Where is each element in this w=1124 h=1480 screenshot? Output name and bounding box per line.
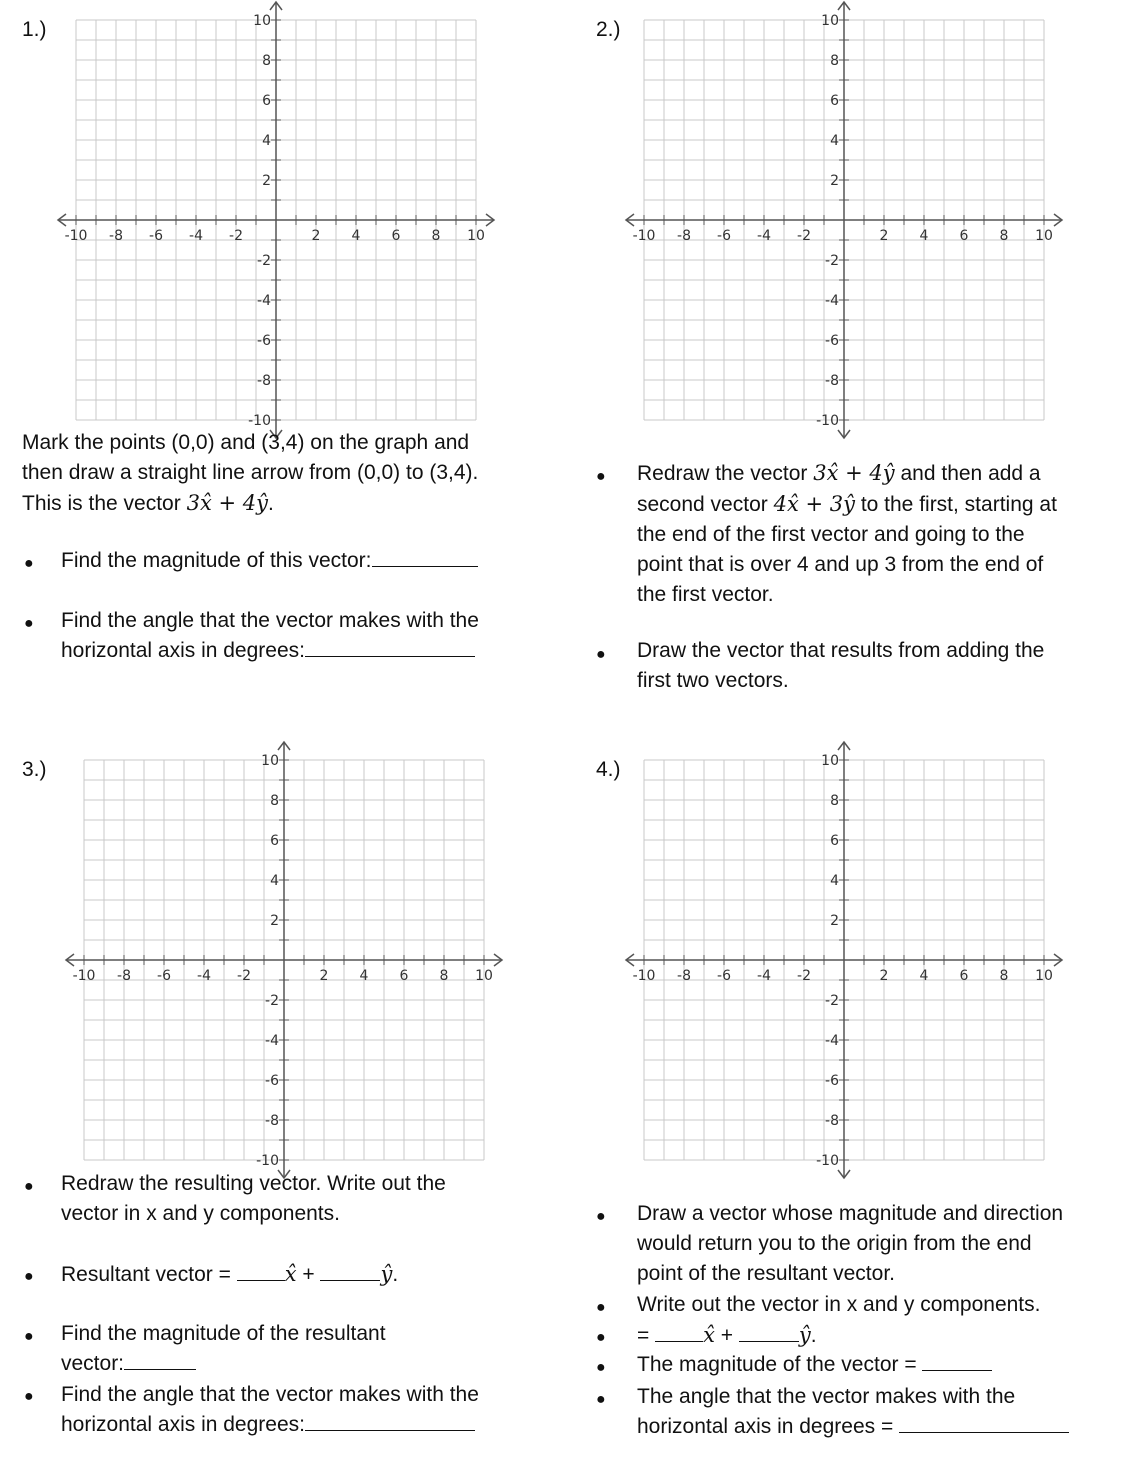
x-tick-label: 8 (999, 228, 1009, 244)
y-tick-label: 4 (830, 133, 839, 149)
y-tick-label: -6 (825, 1073, 839, 1089)
bullet-icon: ● (596, 468, 606, 485)
x-tick-label: -6 (149, 228, 163, 244)
x-tick-label: 2 (879, 968, 889, 984)
y-tick-label: 8 (830, 53, 839, 69)
x-tick-label: 10 (1035, 228, 1053, 244)
vector-expression: 3x̂ + 4ŷ (813, 461, 895, 485)
y-tick-label: 10 (821, 753, 839, 769)
problem-4-graph[interactable] (624, 740, 1084, 1185)
vector-expression: 3x̂ + 4ŷ (186, 491, 268, 515)
bullet-icon: ● (596, 1359, 606, 1376)
y-tick-label: 4 (830, 873, 839, 889)
problem-2-resultant: Draw the vector that results from adding the first two vectors. (637, 639, 1045, 692)
y-tick-label: -6 (825, 333, 839, 349)
y-tick-label: 6 (270, 833, 279, 849)
bullet-icon: ● (596, 646, 606, 663)
x-tick-label: 2 (311, 228, 321, 244)
axes (58, 2, 494, 438)
bullet-icon: ● (596, 1329, 606, 1346)
x-tick-label: -8 (677, 968, 691, 984)
problem-4-magnitude: The magnitude of the vector = (637, 1350, 992, 1380)
y-tick-label: -10 (816, 1153, 839, 1169)
x-tick-label: -10 (72, 968, 96, 984)
x-tick-label: 4 (919, 968, 929, 984)
bullet-icon: ● (24, 1388, 34, 1405)
problem-4-draw: Draw a vector whose magnitude and direction would return you to the origin from the end point of the resultant vector. (637, 1202, 1064, 1285)
problem-2-number: 2.) (596, 18, 621, 41)
problem-2-instruction: Redraw the vector 3x̂ + 4ŷ and then add a second vector 4x̂ + 3ŷ to the first, starting at the end of the first vector and going to the point that is over 4 and up 3 from the end of the first vector. (637, 461, 1057, 606)
x-tick-label: -4 (197, 968, 211, 984)
x-tick-label: -10 (632, 228, 656, 244)
y-tick-label: -10 (256, 1153, 279, 1169)
x-tick-label: -10 (64, 228, 88, 244)
bullet-icon: ● (596, 1391, 606, 1408)
answer-blank[interactable] (372, 548, 478, 567)
intro-line: This is the vector 3x̂ + 4ŷ. (22, 491, 274, 515)
problem-3-angle: Find the angle that the vector makes with the horizontal axis in degrees: (61, 1383, 479, 1436)
problem-4-equation: = x̂ + ŷ. (637, 1323, 817, 1347)
y-tick-label: 2 (270, 913, 279, 929)
x-tick-label: 8 (439, 968, 449, 984)
tick-labels (633, 13, 1053, 429)
x-tick-label: 4 (351, 228, 361, 244)
problem-4-components: Write out the vector in x and y components. (637, 1293, 1041, 1316)
problem-3-graph[interactable] (64, 740, 524, 1185)
y-tick-label: 8 (262, 53, 271, 69)
y-tick-label: -4 (265, 1033, 279, 1049)
y-tick-label: 10 (261, 753, 279, 769)
y-tick-label: 10 (253, 13, 271, 29)
tick-labels (73, 753, 493, 1169)
y-tick-label: 6 (830, 93, 839, 109)
x-tick-label: -6 (157, 968, 171, 984)
x-tick-label: 10 (467, 228, 485, 244)
y-tick-label: -8 (825, 373, 839, 389)
bullet-icon: ● (596, 1299, 606, 1316)
x-tick-label: 4 (359, 968, 369, 984)
x-tick-label: -2 (797, 228, 811, 244)
axes (626, 742, 1062, 1178)
y-tick-label: -6 (257, 333, 271, 349)
x-tick-label: 6 (399, 968, 409, 984)
x-tick-label: 10 (475, 968, 493, 984)
x-tick-label: 6 (391, 228, 401, 244)
x-tick-label: -2 (237, 968, 251, 984)
y-component-blank[interactable] (320, 1262, 380, 1281)
x-tick-label: -4 (757, 968, 771, 984)
x-tick-label: -6 (717, 228, 731, 244)
y-tick-label: 8 (270, 793, 279, 809)
bullet-icon: ● (24, 1328, 34, 1345)
problem-3-magnitude: Find the magnitude of the resultant vector: (61, 1322, 386, 1375)
y-tick-label: -2 (825, 993, 839, 1009)
x-tick-label: -6 (717, 968, 731, 984)
axes (626, 2, 1062, 438)
x-tick-label: 2 (879, 228, 889, 244)
bullet-icon: ● (24, 1268, 34, 1285)
answer-blank[interactable] (124, 1351, 196, 1370)
y-tick-label: -10 (816, 413, 839, 429)
y-tick-label: -6 (265, 1073, 279, 1089)
problem-1-magnitude: Find the magnitude of this vector: (61, 546, 478, 576)
y-tick-label: -8 (825, 1113, 839, 1129)
tick-labels (65, 13, 485, 429)
x-tick-label: 10 (1035, 968, 1053, 984)
x-tick-label: -8 (117, 968, 131, 984)
x-tick-label: 6 (959, 228, 969, 244)
problem-1-number: 1.) (22, 18, 47, 41)
answer-blank[interactable] (305, 638, 475, 657)
problem-4-number: 4.) (596, 758, 621, 781)
x-tick-label: 8 (999, 968, 1009, 984)
x-component-blank[interactable] (237, 1262, 285, 1281)
problem-1-intro (22, 428, 478, 519)
y-tick-label: 4 (270, 873, 279, 889)
problem-3-redraw: Redraw the resulting vector. Write out the vector in x and y components. (61, 1172, 446, 1225)
y-tick-label: -8 (257, 373, 271, 389)
x-tick-label: -8 (109, 228, 123, 244)
y-tick-label: 10 (821, 13, 839, 29)
y-tick-label: -4 (257, 293, 271, 309)
problem-2-graph[interactable] (624, 0, 1084, 445)
axes (66, 742, 502, 1178)
y-tick-label: -2 (265, 993, 279, 1009)
tick-labels (633, 753, 1053, 1169)
y-tick-label: 8 (830, 793, 839, 809)
y-tick-label: -2 (257, 253, 271, 269)
y-tick-label: 4 (262, 133, 271, 149)
bullet-icon: ● (596, 1208, 606, 1225)
x-tick-label: -2 (797, 968, 811, 984)
answer-blank[interactable] (899, 1414, 1069, 1433)
y-tick-label: 2 (830, 913, 839, 929)
x-component-blank[interactable] (655, 1323, 703, 1342)
answer-blank[interactable] (922, 1352, 992, 1371)
y-tick-label: 2 (262, 173, 271, 189)
answer-blank[interactable] (305, 1412, 475, 1431)
x-tick-label: -2 (229, 228, 243, 244)
problem-3-number: 3.) (22, 758, 47, 781)
x-tick-label: 8 (431, 228, 441, 244)
y-tick-label: -8 (265, 1113, 279, 1129)
x-tick-label: -4 (757, 228, 771, 244)
bullet-icon: ● (24, 1178, 34, 1195)
y-tick-label: -10 (248, 413, 271, 429)
y-tick-label: 2 (830, 173, 839, 189)
problem-3-resultant: Resultant vector = x̂ + ŷ. (61, 1262, 399, 1286)
problem-1-graph[interactable] (56, 0, 516, 445)
bullet-icon: ● (24, 615, 34, 632)
y-tick-label: 6 (262, 93, 271, 109)
y-tick-label: -4 (825, 293, 839, 309)
y-tick-label: -2 (825, 253, 839, 269)
problem-1-angle: Find the angle that the vector makes with the horizontal axis in degrees: (61, 609, 479, 662)
x-tick-label: -8 (677, 228, 691, 244)
y-component-blank[interactable] (739, 1323, 799, 1342)
bullet-icon: ● (24, 555, 34, 572)
problem-4-angle: The angle that the vector makes with the horizontal axis in degrees = (637, 1382, 1069, 1442)
y-tick-label: 6 (830, 833, 839, 849)
vector-expression: 4x̂ + 3ŷ (773, 492, 855, 516)
x-tick-label: 4 (919, 228, 929, 244)
intro-line: then draw a straight line arrow from (0,0) to (3,4). (22, 461, 479, 484)
x-tick-label: -4 (189, 228, 203, 244)
x-tick-label: 6 (959, 968, 969, 984)
x-tick-label: 2 (319, 968, 329, 984)
y-tick-label: -4 (825, 1033, 839, 1049)
x-tick-label: -10 (632, 968, 656, 984)
intro-line: Mark the points (0,0) and (3,4) on the graph and (22, 431, 470, 454)
